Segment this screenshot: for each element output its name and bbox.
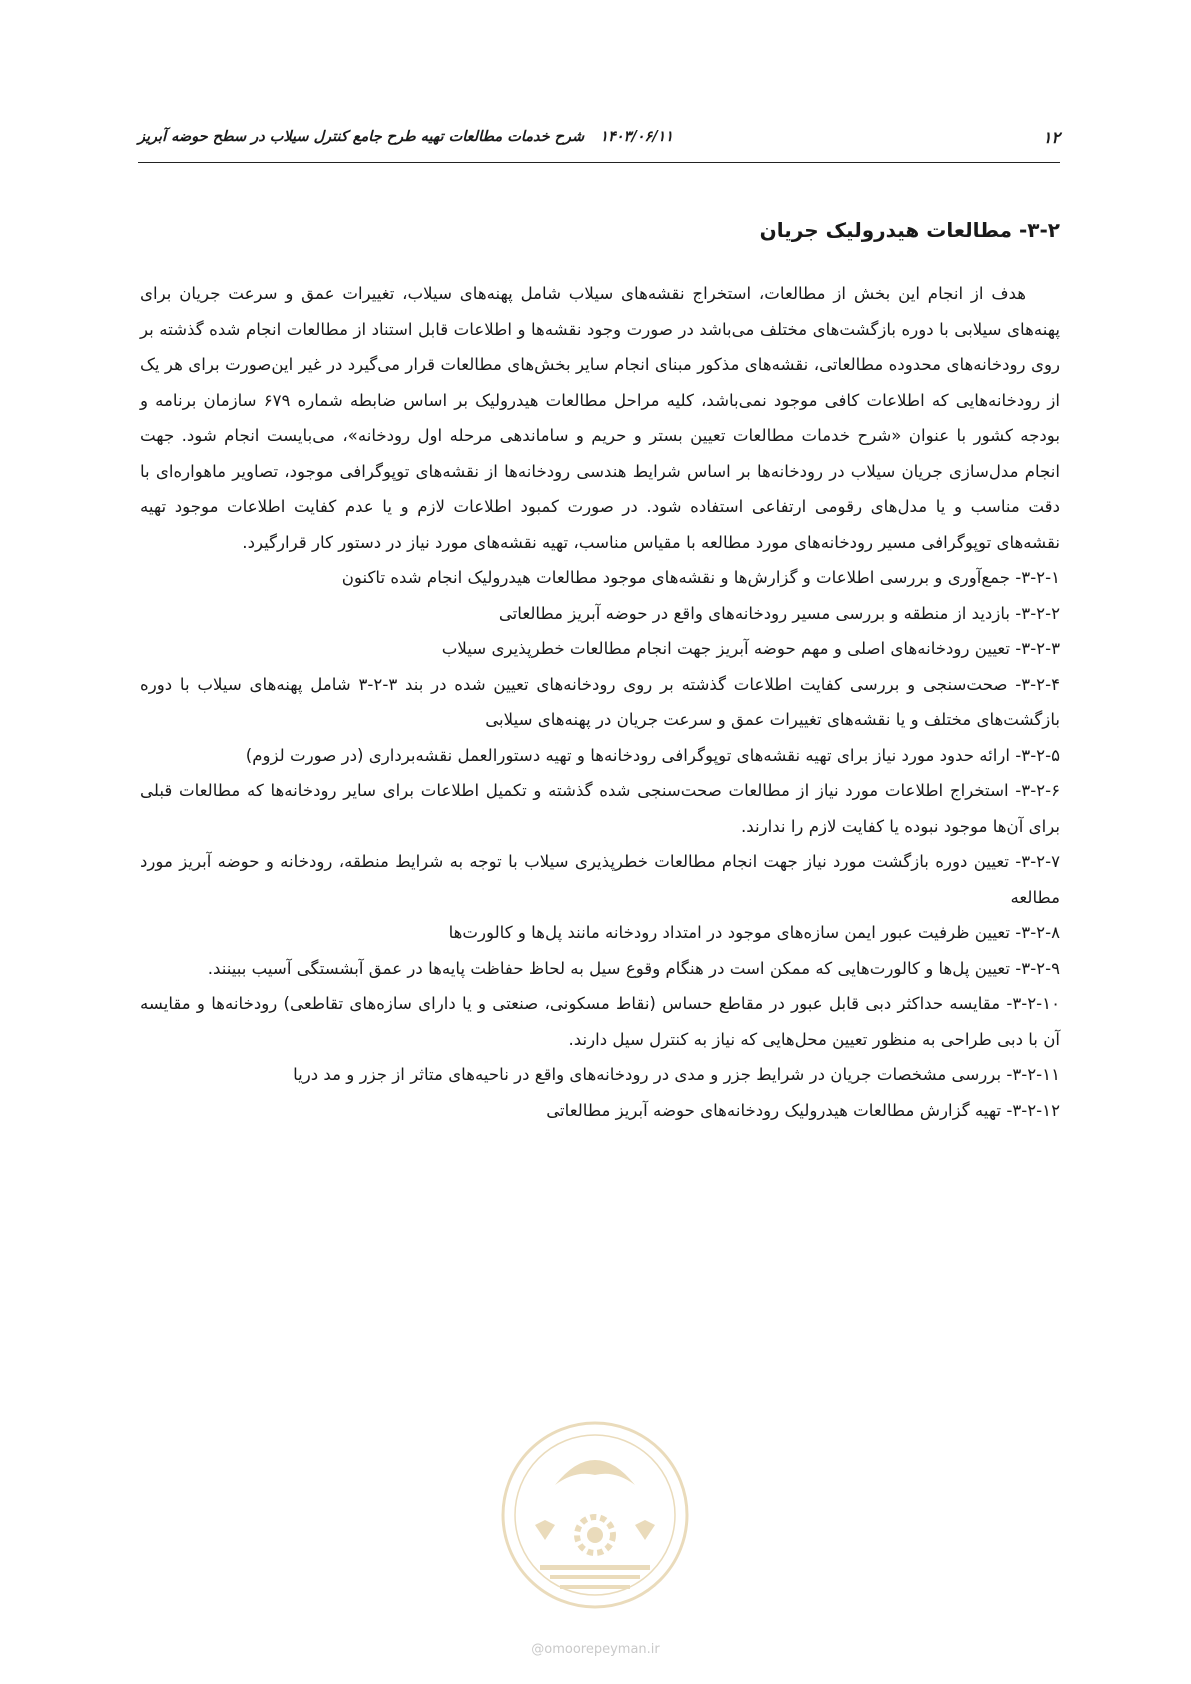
watermark-url: @omoorepeyman.ir	[531, 1642, 660, 1657]
list-item: ۳-۲-۳- تعیین رودخانه‌های اصلی و مهم حوضه آبریز جهت انجام مطالعات خطرپذیری سیلاب	[441, 639, 1060, 658]
list-item: ۳-۲-۴- صحت‌سنجی و بررسی کفایت اطلاعات گذشته بر روی رودخانه‌های تعیین شده در بند ۳-۲-۳ شامل پهنه‌های سیلاب با دوره بازگشت‌های مختلف و یا نقشه‌های تغییرات عمق و سرعت جریان در پهنه‌های سیلابی	[140, 674, 1060, 729]
header-date: ۱۴۰۳/۰۶/۱۱	[600, 128, 674, 145]
list-item: ۳-۲-۹- تعیین پل‌ها و کالورت‌هایی که ممکن است در هنگام وقوع سیل به لحاظ حفاظت پایه‌ها در عمق آبشستگی آسیب ببینند.	[207, 958, 1060, 978]
page-number: ۱۲	[1042, 128, 1060, 147]
page-header	[138, 128, 1060, 158]
running-title	[138, 128, 673, 145]
intro-paragraph: هدف از انجام این بخش از مطالعات، استخراج نقشه‌های سیلاب شامل پهنه‌های سیلاب، تغییرات عمق و سرعت جریان برای پهنه‌های سیلابی با دوره بازگشت‌های مختلف می‌باشد در صورت وجود نقشه‌ها و اطلاعات قابل استناد از مطالعات انجام شده گذشته بر روی رودخانه‌های محدوده مطالعاتی، نقشه‌های مذکور مبنای انجام سایر بخش‌های مطالعات قرار می‌گیرد در غیر این‌صورت برای هر یک از رودخانه‌هایی که اطلاعات کافی موجود نمی‌باشد، کلیه مراحل مطالعات هیدرولیک بر اساس ضابطه شماره ۶۷۹ سازمان برنامه و بودجه کشور با عنوان «شرح خدمات مطالعات تعیین بستر و حریم و ساماندهی مرحله اول رودخانه»، می‌بایست انجام شود. جهت انجام مدل‌سازی جریان سیلاب در رودخانه‌ها بر اساس شرایط هندسی رودخانه‌ها از نقشه‌های توپوگرافی موجود، تصاویر ماهواره‌ای با دقت مناسب و یا مدل‌های رقومی ارتفاعی استفاده شود. در صورت کمبود اطلاعات لازم و یا عدم کفایت اطلاعات موجود تهیه نقشه‌های توپوگرافی مسیر رودخانه‌های مورد مطالعه با مقیاس مناسب، تهیه نقشه‌های مورد نیاز در دستور کار قرارگیرد.	[140, 284, 1060, 552]
list-item: ۳-۲-۱۲- تهیه گزارش مطالعات هیدرولیک رودخانه‌های حوضه آبریز مطالعاتی	[546, 1100, 1060, 1120]
list-item: ۳-۲-۱۰- مقایسه حداکثر دبی قابل عبور در مقاطع حساس (نقاط مسکونی، صنعتی و یا دارای سازه‌های تقاطعی) رودخانه‌ها و مقایسه آن با دبی طراحی به منظور تعیین محل‌هایی که نیاز به کنترل سیل دارند.	[140, 994, 1060, 1049]
watermark-stamp-icon	[495, 1415, 695, 1615]
list-item: ۳-۲-۱- جمع‌آوری و بررسی اطلاعات و گزارش‌ها و نقشه‌های موجود مطالعات هیدرولیک انجام شده تاکنون	[341, 568, 1060, 587]
list-item: ۳-۲-۸- تعیین ظرفیت عبور ایمن سازه‌های موجود در امتداد رودخانه مانند پل‌ها و کالورت‌ها	[448, 923, 1060, 942]
list-item: ۳-۲-۵- ارائه حدود مورد نیاز برای تهیه نقشه‌های توپوگرافی رودخانه‌ها و تهیه دستورالعمل نقشه‌برداری (در صورت لزوم)	[245, 745, 1060, 765]
section-heading: ۳-۲- مطالعات هیدرولیک جریان	[759, 218, 1060, 242]
list-item: ۳-۲-۱۱- بررسی مشخصات جریان در شرایط جزر و مدی در رودخانه‌های واقع در ناحیه‌های متاثر از جزر و مد دریا	[293, 1065, 1060, 1084]
section-body	[140, 276, 1060, 1128]
list-item: ۳-۲-۶- استخراج اطلاعات مورد نیاز از مطالعات صحت‌سنجی شده گذشته و تکمیل اطلاعات برای سایر رودخانه‌ها که مطالعات قبلی برای آن‌ها موجود نبوده یا کفایت لازم را ندارند.	[140, 781, 1060, 836]
header-title-text: شرح خدمات مطالعات تهیه طرح جامع کنترل سیلاب در سطح حوضه آبریز	[138, 128, 585, 145]
list-item: ۳-۲-۷- تعیین دوره بازگشت مورد نیاز جهت انجام مطالعات خطرپذیری سیلاب با توجه به شرایط منطقه، رودخانه و حوضه آبریز مورد مطالعه	[140, 852, 1060, 907]
list-item: ۳-۲-۲- بازدید از منطقه و بررسی مسیر رودخانه‌های واقع در حوضه آبریز مطالعاتی	[498, 603, 1060, 623]
header-divider	[138, 162, 1060, 163]
